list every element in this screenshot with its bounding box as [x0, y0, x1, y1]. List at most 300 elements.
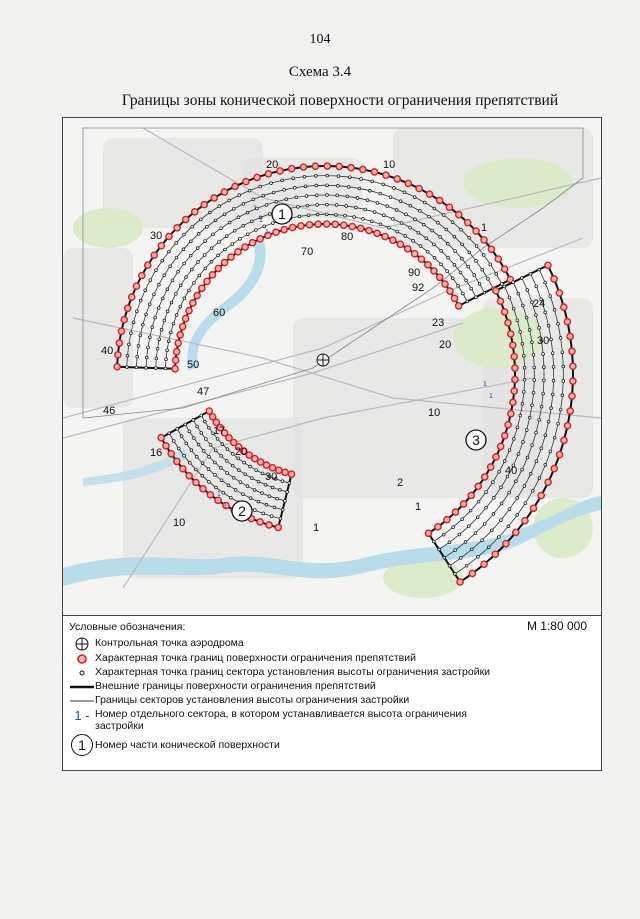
boundary-point: [324, 221, 330, 227]
point-label: 47: [197, 386, 210, 398]
point-label: 1: [415, 501, 422, 513]
sector-point: [551, 393, 554, 396]
boundary-point: [530, 505, 536, 511]
boundary-point: [206, 408, 212, 414]
sector-point: [198, 274, 201, 277]
boundary-point: [300, 164, 306, 170]
sector-point: [139, 334, 142, 337]
sector-point: [542, 366, 545, 369]
boundary-point: [180, 466, 186, 472]
sector-point: [523, 378, 526, 381]
boundary-point: [209, 272, 215, 278]
boundary-point: [158, 435, 164, 441]
legend-text: Границы секторов установления высоты ограничения застройки: [95, 694, 410, 706]
sector-point: [498, 470, 501, 473]
point-label: 24: [533, 298, 546, 310]
aerodrome-control-point-icon: [69, 637, 95, 651]
boundary-point: [199, 285, 205, 291]
boundary-point: [288, 471, 294, 477]
sector-point: [189, 240, 192, 243]
boundary-point: [570, 378, 576, 384]
sector-point: [127, 343, 130, 346]
point-label: 70: [301, 246, 314, 258]
sector-point: [531, 444, 534, 447]
sector-point: [413, 196, 416, 199]
point-label: 2: [397, 477, 404, 489]
green-area: [73, 208, 143, 248]
part-number-label: 3: [472, 432, 480, 448]
sector-point: [248, 189, 251, 192]
boundary-point: [332, 221, 338, 227]
sector-point: [250, 477, 253, 480]
boundary-point: [183, 315, 189, 321]
sector-point: [466, 300, 469, 303]
sector-point: [298, 215, 301, 218]
legend-item-thin-line: [69, 694, 409, 708]
sector-point: [226, 448, 229, 451]
sector-point: [379, 223, 382, 226]
sector-point: [473, 274, 476, 277]
sector-point: [168, 432, 171, 435]
boundary-point: [174, 349, 180, 355]
boundary-point: [511, 388, 517, 394]
sector-point: [182, 248, 185, 251]
boundary-point: [115, 352, 121, 358]
boundary-point: [511, 354, 517, 360]
page-number: 104: [309, 32, 331, 47]
sector-point: [213, 461, 216, 464]
sector-point: [135, 366, 138, 369]
sector-point: [528, 416, 531, 419]
boundary-point: [194, 292, 200, 298]
boundary-point: [133, 283, 139, 289]
boundary-point: [312, 163, 318, 169]
boundary-point: [174, 458, 180, 464]
sector-point: [144, 289, 147, 292]
boundary-point: [166, 233, 172, 239]
boundary-point: [158, 243, 164, 249]
boundary-point: [374, 230, 380, 236]
sector-point: [542, 353, 545, 356]
map-canvas: [63, 118, 601, 615]
boundary-point: [481, 561, 487, 567]
sector-point: [197, 232, 200, 235]
sector-point: [196, 425, 199, 428]
sector-point: [366, 199, 369, 202]
point-label: 20: [439, 339, 452, 351]
sector-point: [423, 201, 426, 204]
sector-point: [325, 203, 328, 206]
sector-point: [382, 183, 385, 186]
point-label: 10: [383, 159, 396, 171]
sector-point: [368, 189, 371, 192]
sector-point: [132, 321, 135, 324]
sector-point: [326, 184, 329, 187]
red-point-icon: [69, 652, 95, 666]
sector-point: [540, 447, 543, 450]
sector-point: [194, 468, 197, 471]
sector-point: [285, 198, 288, 201]
boundary-point: [551, 276, 557, 282]
sector-point: [227, 484, 230, 487]
sector-point: [533, 379, 536, 382]
boundary-point: [254, 174, 260, 180]
sector-point: [221, 443, 224, 446]
sector-point: [214, 449, 217, 452]
sector-point: [356, 197, 359, 200]
sector-point: [180, 435, 183, 438]
sector-point: [239, 237, 242, 240]
sector-point: [529, 472, 532, 475]
boundary-point: [512, 376, 518, 382]
sector-point: [148, 303, 151, 306]
sector-point: [188, 461, 191, 464]
sector-point: [154, 367, 157, 370]
sector-point: [169, 331, 172, 334]
sector-point: [465, 279, 468, 282]
sector-point: [552, 379, 555, 382]
sector-point: [307, 214, 310, 217]
boundary-point: [412, 251, 418, 257]
boundary-point: [569, 348, 575, 354]
sector-point: [149, 279, 152, 282]
sector-point: [360, 178, 363, 181]
sector-point: [453, 263, 456, 266]
sector-point: [538, 326, 541, 329]
sector-point: [562, 380, 565, 383]
sector-point: [207, 426, 210, 429]
sector-point: [531, 341, 534, 344]
sector-point: [386, 205, 389, 208]
sector-point: [389, 196, 392, 199]
boundary-point: [269, 465, 275, 471]
boundary-point: [442, 281, 448, 287]
boundary-point: [512, 365, 518, 371]
boundary-point: [315, 221, 321, 227]
sector-point: [524, 502, 527, 505]
sector-point: [400, 222, 403, 225]
sector-point: [315, 184, 318, 187]
sector-point: [526, 289, 529, 292]
legend-item-small-point: [69, 666, 490, 680]
sector-point: [446, 270, 449, 273]
boundary-point: [561, 437, 567, 443]
sector-point: [396, 230, 399, 233]
sector-point: [190, 449, 193, 452]
sector-point: [305, 195, 308, 198]
boundary-point: [508, 331, 514, 337]
boundary-point: [473, 228, 479, 234]
sector-point: [517, 292, 520, 295]
boundary-point: [348, 165, 354, 171]
sector-point: [183, 454, 186, 457]
sector-point: [345, 205, 348, 208]
sector-point: [497, 536, 500, 539]
sector-point: [544, 463, 547, 466]
boundary-point: [358, 225, 364, 231]
sector-point: [422, 223, 425, 226]
sector-point: [490, 529, 493, 532]
sector-point: [217, 254, 220, 257]
sector-point: [171, 279, 174, 282]
sector-point: [246, 211, 249, 214]
aerodrome-control-point-icon: [317, 354, 329, 366]
sector-point: [405, 213, 408, 216]
sector-point: [522, 441, 525, 444]
sector-point: [516, 514, 519, 517]
sector-point: [481, 268, 484, 271]
sector-point: [370, 220, 373, 223]
sector-point: [270, 182, 273, 185]
sector-point: [166, 349, 169, 352]
sector-point: [436, 221, 439, 224]
boundary-point: [508, 411, 514, 417]
legend-item-sector-number: [69, 708, 495, 732]
sector-point: [371, 180, 374, 183]
boundary-point: [564, 423, 570, 429]
sector-point: [553, 308, 556, 311]
point-label: 46: [103, 405, 116, 417]
boundary-point: [266, 522, 272, 528]
sector-point: [459, 557, 462, 560]
boundary-point: [446, 204, 452, 210]
sector-point: [487, 546, 490, 549]
part-number-label: 2: [238, 503, 246, 519]
boundary-point: [469, 570, 475, 576]
boundary-point: [510, 399, 516, 405]
part-number-label: 1: [278, 206, 286, 222]
sector-point: [426, 250, 429, 253]
sector-point: [148, 336, 151, 339]
sector-point: [525, 429, 528, 432]
sector-point: [242, 224, 245, 227]
sector-point: [201, 462, 204, 465]
sector-point: [559, 408, 562, 411]
boundary-point: [163, 443, 169, 449]
sector-point: [276, 497, 279, 500]
sector-point: [161, 259, 164, 262]
sector-point: [344, 214, 347, 217]
sector-point: [475, 245, 478, 248]
boundary-point: [121, 317, 127, 323]
boundary-point: [502, 266, 508, 272]
sector-point: [158, 338, 161, 341]
sector-point: [168, 250, 171, 253]
sector-point: [226, 472, 229, 475]
boundary-point: [505, 422, 511, 428]
sector-point: [326, 194, 329, 197]
sector-point: [153, 293, 156, 296]
sector-point: [445, 228, 448, 231]
sector-point: [192, 437, 195, 440]
sector-point: [261, 492, 264, 495]
sector-point: [314, 174, 317, 177]
sector-point: [547, 324, 550, 327]
boundary-point: [281, 227, 287, 233]
sector-point: [336, 184, 339, 187]
sector-point: [135, 310, 138, 313]
sector-point: [531, 489, 534, 492]
sector-point: [453, 235, 456, 238]
sector-point: [210, 260, 213, 263]
sector-point: [281, 508, 284, 511]
point-label: 20: [235, 446, 248, 458]
boundary-point: [366, 227, 372, 233]
boundary-point: [495, 256, 501, 262]
sector-point: [208, 480, 211, 483]
boundary-point: [228, 254, 234, 260]
boundary-point: [465, 220, 471, 226]
boundary-point: [425, 530, 431, 536]
boundary-point: [371, 169, 377, 175]
sector-point: [292, 177, 295, 180]
sector-point: [237, 469, 240, 472]
sector-point: [283, 499, 286, 502]
sector-point: [243, 461, 246, 464]
point-label: 50: [187, 359, 200, 371]
sector-point: [532, 391, 535, 394]
sector-number-label: 1: [265, 229, 269, 236]
sector-point: [257, 500, 260, 503]
sector-point: [535, 460, 538, 463]
sector-point: [468, 251, 471, 254]
sector-point: [239, 481, 242, 484]
boundary-point: [151, 252, 157, 258]
sector-point: [242, 202, 245, 205]
sector-point: [464, 541, 467, 544]
sector-point: [164, 367, 167, 370]
boundary-point: [129, 294, 135, 300]
sector-point: [233, 229, 236, 232]
sector-point: [229, 496, 232, 499]
sector-point: [433, 207, 436, 210]
boundary-point: [282, 469, 288, 475]
sector-point: [208, 455, 211, 458]
sector-point: [409, 204, 412, 207]
sector-point: [270, 515, 273, 518]
boundary-point: [418, 256, 424, 262]
sector-point: [467, 525, 470, 528]
sector-point: [165, 358, 168, 361]
sector-point: [404, 235, 407, 238]
sector-point: [458, 533, 461, 536]
sector-number-label: 1: [217, 491, 221, 498]
boundary-point: [145, 262, 151, 268]
sector-point: [392, 187, 395, 190]
boundary-point: [125, 305, 131, 311]
sector-point: [460, 257, 463, 260]
boundary-point: [457, 579, 463, 585]
sector-point: [326, 174, 329, 177]
sector-point: [136, 355, 139, 358]
sector-point: [163, 319, 166, 322]
sector-point: [177, 447, 180, 450]
sector-point: [203, 254, 206, 257]
point-label: 20: [266, 159, 279, 171]
sector-point: [409, 226, 412, 229]
sector-point: [204, 438, 207, 441]
sector-point: [431, 229, 434, 232]
sector-point: [293, 186, 296, 189]
boundary-point: [232, 183, 238, 189]
sector-point: [540, 405, 543, 408]
sector-point: [278, 488, 281, 491]
sector-point: [208, 211, 211, 214]
sector-point: [334, 213, 337, 216]
sector-point: [155, 357, 158, 360]
boundary-point: [493, 454, 499, 460]
sector-point: [521, 304, 524, 307]
sector-point: [348, 176, 351, 179]
sector-point: [145, 356, 148, 359]
sector-point: [201, 474, 204, 477]
sector-point: [451, 221, 454, 224]
sector-point: [520, 277, 523, 280]
sector-point: [210, 247, 213, 250]
boundary-point: [186, 473, 192, 479]
boundary-point: [405, 180, 411, 186]
boundary-point: [242, 244, 248, 250]
sector-point: [557, 422, 560, 425]
sector-point: [275, 200, 278, 203]
boundary-point: [456, 212, 462, 218]
sector-point: [183, 233, 186, 236]
boundary-point: [556, 290, 562, 296]
sector-point: [544, 281, 547, 284]
sector-point: [271, 486, 274, 489]
boundary-point: [174, 225, 180, 231]
sector-point: [492, 496, 495, 499]
sector-point: [197, 443, 200, 446]
sector-point: [483, 291, 486, 294]
map-scale: М 1:80 000: [526, 619, 587, 633]
boundary-point: [513, 529, 519, 535]
boundary-point: [168, 451, 174, 457]
boundary-point: [538, 492, 544, 498]
boundary-point: [437, 197, 443, 203]
sector-point: [242, 493, 245, 496]
sector-point: [137, 345, 140, 348]
map-area: [63, 118, 601, 616]
sector-point: [268, 495, 271, 498]
boundary-point: [192, 209, 198, 215]
boundary-point: [207, 492, 213, 498]
sector-point: [495, 273, 498, 276]
boundary-point: [249, 240, 255, 246]
sector-point: [516, 319, 519, 322]
sector-point: [468, 236, 471, 239]
sector-point: [508, 491, 511, 494]
sector-point: [279, 517, 282, 520]
point-label: 10: [428, 407, 441, 419]
sector-point: [535, 314, 538, 317]
sector-point: [303, 175, 306, 178]
sector-point: [255, 229, 258, 232]
sector-point: [474, 296, 477, 299]
sector-point: [535, 431, 538, 434]
boundary-point: [551, 465, 557, 471]
boundary-point: [257, 236, 263, 242]
sector-point: [157, 306, 160, 309]
sector-point: [179, 305, 182, 308]
sector-point: [448, 541, 451, 544]
sector-point: [526, 456, 529, 459]
sector-point: [522, 354, 525, 357]
sector-point: [125, 366, 128, 369]
sector-point: [559, 337, 562, 340]
boundary-point: [180, 324, 186, 330]
sector-point: [157, 283, 160, 286]
